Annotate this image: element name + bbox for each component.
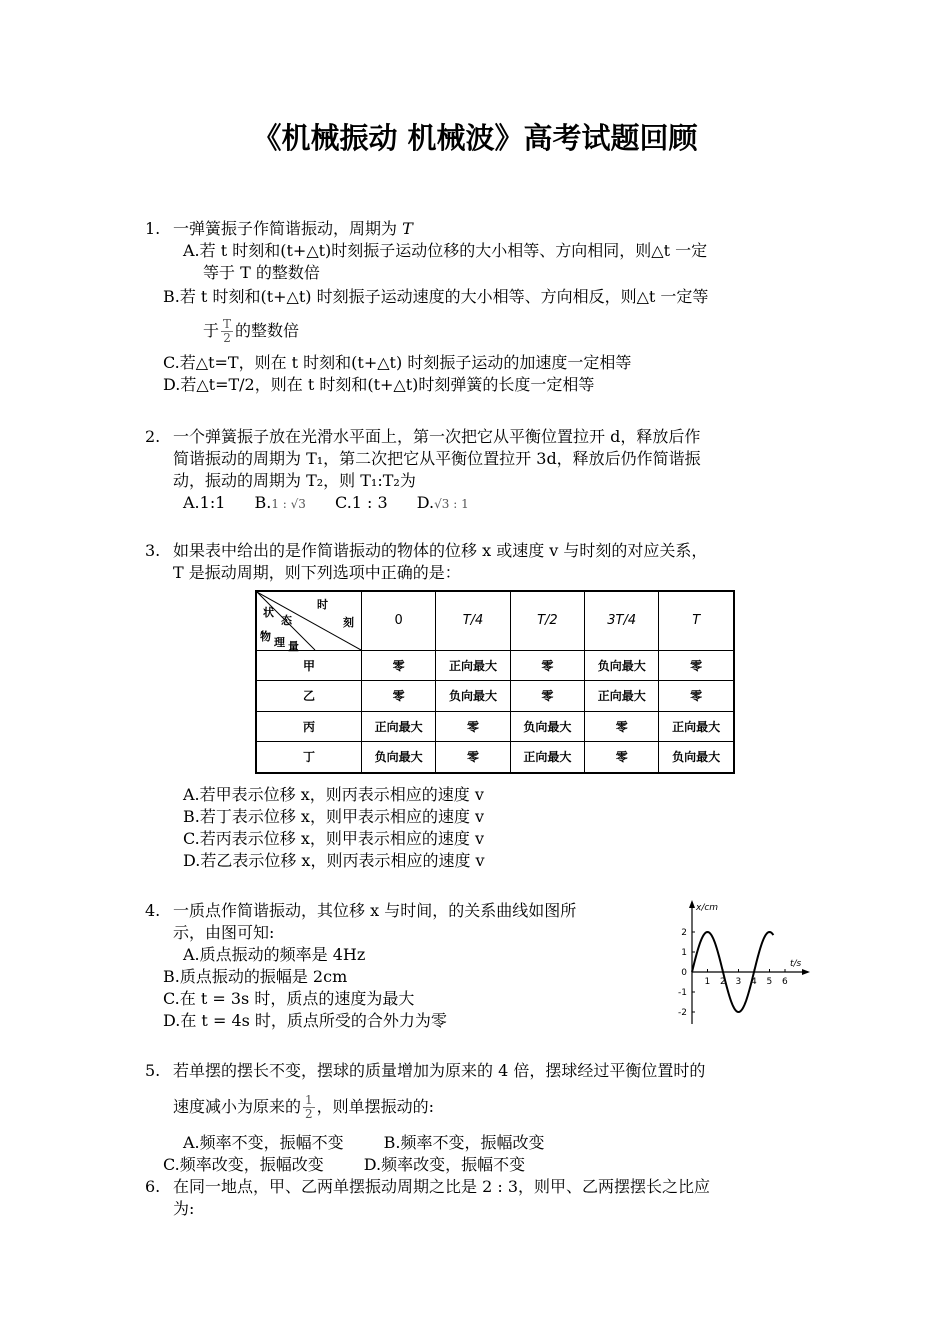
- y-tick-label: 0: [681, 968, 687, 978]
- table-header-row: [256, 591, 734, 651]
- table-cell: 负向最大: [436, 681, 510, 711]
- question-number: 6.: [145, 1177, 161, 1196]
- question-stem-line-2: T 是振动周期，则下列选项中正确的是：: [173, 563, 461, 582]
- x-axis-label: t/s: [790, 959, 802, 969]
- x-tick-label: 2: [720, 977, 726, 987]
- option-a-cont: 等于 T 的整数倍: [203, 263, 320, 282]
- table-cell: 正向最大: [585, 681, 659, 711]
- page-title: 《机械振动 机械波》高考试题回顾: [252, 121, 698, 155]
- table-header-cell: 3T/4: [585, 591, 659, 651]
- corner-label: 刻: [343, 616, 354, 629]
- option-d-prefix: D.: [416, 493, 435, 512]
- x-tick-label: 3: [735, 977, 742, 987]
- options-row-1: [183, 1132, 815, 1154]
- corner-label: 时: [317, 598, 328, 611]
- question-4: [145, 900, 665, 1032]
- table-cell: 零: [436, 711, 510, 741]
- fraction-numerator: 1: [305, 1093, 313, 1107]
- table-row: [256, 742, 734, 773]
- option-b-prefix: B.: [254, 493, 272, 512]
- option-d: D.若乙表示位移 x，则丙表示相应的速度 v: [183, 851, 485, 870]
- question-stem: [173, 218, 815, 240]
- corner-label: 态: [281, 614, 292, 627]
- question-number: 5.: [145, 1061, 161, 1080]
- table-cell: 零: [585, 742, 659, 773]
- question-stem-line-3: 动，振动的周期为 T₂，则 T₁:T₂为: [173, 471, 416, 490]
- table-cell: 零: [585, 711, 659, 741]
- question-stem-line-1: 一质点作简谐振动，其位移 x 与时间，的关系曲线如图所: [173, 901, 577, 920]
- corner-label: 状: [263, 606, 274, 619]
- fraction-denominator: 2: [221, 331, 233, 345]
- question-stem-line-2: 简谐振动的周期为 T₁，第二次把它从平衡位置拉开 3d，释放后仍作简谐振: [173, 449, 701, 468]
- y-axis-label: x/cm: [696, 903, 719, 913]
- option-d-value: √3 : 1: [434, 497, 469, 511]
- option-b: [254, 493, 305, 512]
- row-label: 甲: [256, 651, 362, 681]
- corner-label: 理: [274, 636, 285, 649]
- x-tick-label: 4: [751, 977, 757, 987]
- x-axis-arrow: [802, 969, 810, 975]
- option-a: A.若甲表示位移 x，则丙表示相应的速度 v: [183, 785, 484, 804]
- option-b: B.若 t 时刻和(t+△t) 时刻振子运动速度的大小相等、方向相反，则△t 一定等: [163, 287, 709, 306]
- question-2: [145, 426, 815, 515]
- option-b-suffix: 的整数倍: [235, 321, 300, 340]
- table-cell: 负向最大: [659, 742, 734, 773]
- table-header-cell: T/2: [510, 591, 584, 651]
- table-cell: 零: [659, 681, 734, 711]
- stem-prefix: 速度减小为原来的: [173, 1097, 302, 1116]
- table-cell: 正向最大: [362, 711, 436, 741]
- table-corner-cell: [256, 591, 362, 651]
- question-stem-line-2: 示，由图可知:: [173, 923, 275, 942]
- corner-label: 量: [288, 640, 299, 653]
- table-cell: 负向最大: [585, 651, 659, 681]
- y-tick-label: -1: [678, 988, 687, 998]
- table-cell: 负向最大: [362, 742, 436, 773]
- question-number: 1.: [145, 219, 161, 238]
- option-b-value: 1 : √3: [271, 497, 306, 511]
- row-label: 乙: [256, 681, 362, 711]
- table-row: [256, 711, 734, 741]
- x-tick-label: 5: [766, 977, 773, 987]
- question-5: [145, 1060, 815, 1176]
- table-row: [256, 651, 734, 681]
- option-c: C.1 : 3: [335, 493, 388, 512]
- stem-text: 一弹簧振子作简谐振动，周期为: [173, 219, 398, 238]
- table-row: [256, 681, 734, 711]
- question-number: 3.: [145, 541, 161, 560]
- option-a: A.频率不变，振幅不变: [183, 1133, 344, 1152]
- table-cell: 零: [362, 681, 436, 711]
- question-number: 4.: [145, 901, 161, 920]
- table-header-cell: T/4: [436, 591, 510, 651]
- question-3: [145, 540, 815, 584]
- fraction-numerator: T: [223, 317, 232, 331]
- option-b-prefix: 于: [203, 321, 220, 340]
- option-c: C.若△t=T，则在 t 时刻和(t+△t) 时刻振子运动的加速度一定相等: [163, 353, 632, 372]
- question-stem-line-1: 一个弹簧振子放在光滑水平面上，第一次把它从平衡位置拉开 d，释放后作: [173, 427, 701, 446]
- table-header-cell: T: [659, 591, 734, 651]
- table-cell: 正向最大: [436, 651, 510, 681]
- displacement-time-graph: [672, 898, 812, 1026]
- question-stem-line-1: 如果表中给出的是作简谐振动的物体的位移 x 或速度 v 与时刻的对应关系，: [173, 541, 708, 560]
- x-tick-label: 1: [704, 977, 711, 987]
- question-stem-line-1: 若单摆的摆长不变，摆球的质量增加为原来的 4 倍，摆球经过平衡位置时的: [173, 1061, 706, 1080]
- question-6: [145, 1176, 815, 1220]
- y-tick-label: 1: [681, 948, 687, 958]
- table-cell: 正向最大: [510, 742, 584, 773]
- question-1: [145, 218, 815, 396]
- option-c: C.若丙表示位移 x，则甲表示相应的速度 v: [183, 829, 484, 848]
- option-d: [417, 493, 469, 512]
- option-d: D.若△t=T/2，则在 t 时刻和(t+△t)时刻弹簧的长度一定相等: [163, 375, 595, 394]
- question-number: 2.: [145, 427, 161, 446]
- y-tick-label: -2: [678, 1008, 687, 1018]
- question-stem-line-2: [173, 1090, 815, 1124]
- option-c: C.在 t = 3s 时，质点的速度为最大: [163, 989, 415, 1008]
- option-a: A.若 t 时刻和(t+△t)时刻振子运动位移的大小相等、方向相同，则△t 一定: [183, 241, 708, 260]
- option-b: B.频率不变，振幅改变: [383, 1133, 545, 1152]
- table-cell: 零: [659, 651, 734, 681]
- corner-label: 物: [260, 630, 271, 643]
- option-c: C.频率改变，振幅改变: [163, 1155, 324, 1174]
- options-row: [183, 492, 815, 515]
- table-cell: 零: [436, 742, 510, 773]
- option-d: D.频率改变，振幅不变: [363, 1155, 526, 1174]
- state-table: [255, 590, 735, 774]
- option-b: B.若丁表示位移 x，则甲表示相应的速度 v: [183, 807, 485, 826]
- option-b-cont: [203, 314, 815, 348]
- fraction-denominator: 2: [305, 1107, 313, 1121]
- table-cell: 零: [510, 681, 584, 711]
- question-3-options: [145, 784, 815, 872]
- table-header-cell: 0: [362, 591, 436, 651]
- table-cell: 正向最大: [659, 711, 734, 741]
- stem-suffix: ，则单摆振动的:: [316, 1097, 435, 1116]
- table-cell: 负向最大: [510, 711, 584, 741]
- option-d: D.在 t = 4s 时，质点所受的合外力为零: [163, 1011, 447, 1030]
- y-axis-arrow: [689, 900, 695, 908]
- question-stem-line-2: 为:: [173, 1199, 195, 1218]
- table-cell: 零: [362, 651, 436, 681]
- fraction: [221, 318, 233, 345]
- option-a: A.1:1: [183, 493, 226, 512]
- row-label: 丙: [256, 711, 362, 741]
- y-tick-label: 2: [681, 928, 687, 938]
- option-a: A.质点振动的频率是 4Hz: [183, 945, 366, 964]
- fraction: [303, 1094, 315, 1121]
- options-row-2: [163, 1154, 815, 1176]
- question-stem-line-1: 在同一地点，甲、乙两单摆振动周期之比是 2 : 3，则甲、乙两摆摆长之比应: [173, 1177, 711, 1196]
- row-label: 丁: [256, 742, 362, 773]
- x-tick-label: 6: [782, 977, 788, 987]
- table-cell: 零: [510, 651, 584, 681]
- option-b: B.质点振动的振幅是 2cm: [163, 967, 348, 986]
- stem-variable: T: [402, 219, 413, 238]
